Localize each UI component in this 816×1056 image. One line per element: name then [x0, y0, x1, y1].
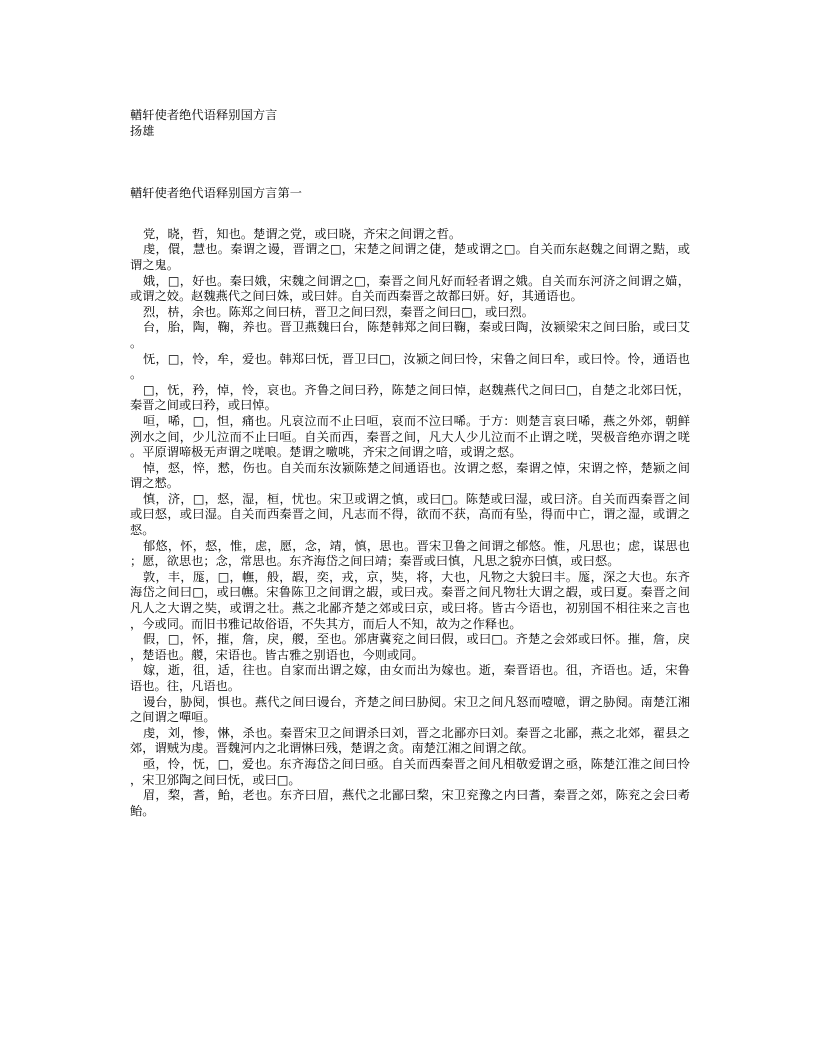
document-content — [130, 108, 690, 819]
dialect-entry: 台，胎，陶，鞠，养也。晋卫燕魏曰台，陈楚韩郑之间曰鞠，秦或曰陶，汝颍梁宋之间曰胎，或曰艾。 — [130, 320, 690, 350]
dialect-entry: 敦，丰，厖，□，幠，般，嘏，奕，戎，京，奘，将，大也，凡物之大貌曰丰。厖，深之大也。东齐海岱之间曰□，或曰幠。宋鲁陈卫之间谓之嘏，或曰戎。秦晋之间凡物壮大谓之嘏，或曰夏。秦晋之间凡人之大谓之奘，或谓之壮。燕之北鄙齐楚之郊或曰京，或曰将。皆古今语也，初别国不相往来之言也，今或同。而旧书雅记故俗语，不失其方，而后人不知，故为之作释也。 — [130, 569, 690, 631]
dialect-entry: 谩台，胁阋，惧也。燕代之间曰谩台，齐楚之间曰胁阋。宋卫之间凡怒而噎噫，谓之胁阋。南楚江湘之间谓之嘽咺。 — [130, 694, 690, 725]
dialect-entry: 咺，唏，□，怛，痛也。凡哀泣而不止曰咺，哀而不泣曰唏。于方：则楚言哀曰唏，燕之外郊，朝鲜洌水之间，少儿泣而不止曰咺。自关而西，秦晋之间，凡大人少儿泣而不止谓之唴，哭极音绝亦谓之唴。平原谓啼极无声谓之唴哴。楚谓之噭咷，齐宋之间谓之喑，或谓之惄。 — [130, 413, 690, 460]
document-author: 扬雄 — [130, 123, 155, 138]
dialect-entry: 眉，棃，耆，鲐，老也。东齐曰眉，燕代之北鄙曰棃，宋卫兖豫之内曰耆，秦晋之郊，陈兖之会曰耇鲐。 — [130, 788, 690, 818]
dialect-entry: 慎，济，□，惄，湿，桓，忧也。宋卫或谓之慎，或曰□。陈楚或曰湿，或曰济。自关而西秦晋之间或曰惄，或曰湿。自关而西秦晋之间，凡志而不得，欲而不获，高而有坠，得而中亡，谓之湿，或谓之惄。 — [130, 491, 690, 538]
dialect-entry: 虔，刘，惨，惏，杀也。秦晋宋卫之间谓杀曰刘，晋之北鄙亦曰刘。秦晋之北鄙，燕之北郊，翟县之郊，谓贼为虔。晋魏河内之北谓惏曰残，楚谓之贪。南楚江湘之间谓之欿。 — [130, 725, 690, 756]
dialect-entry: 嫁，逝，徂，适，往也。自家而出谓之嫁，由女而出为嫁也。逝，秦晋语也。徂，齐语也。适，宋鲁语也。往，凡语也。 — [130, 663, 690, 693]
dialect-entry: 悼，惄，悴，憖，伤也。自关而东汝颍陈楚之间通语也。汝谓之惄，秦谓之悼，宋谓之悴，楚颍之间谓之憖。 — [130, 460, 690, 491]
dialect-entry: 烈，枿，余也。陈郑之间曰枿，晋卫之间曰烈，秦晋之间曰□，或曰烈。 — [143, 304, 534, 319]
dialect-entry: 虔，儇，慧也。秦谓之谩，晋谓之□，宋楚之间谓之倢，楚或谓之□。自关而东赵魏之间谓之黠，或谓之鬼。 — [130, 242, 690, 272]
dialect-entry: 党，晓，哲，知也。楚谓之党，或曰晓，齐宋之间谓之哲。 — [143, 226, 462, 241]
section-spacer — [130, 202, 690, 227]
dialect-entry: 假，□，怀，摧，詹，戾，艐，至也。邠唐冀兖之间曰假，或曰□。齐楚之会郊或曰怀。摧，詹，戾，楚语也。艐，宋语也。皆古雅之别语也，今则或同。 — [130, 632, 690, 662]
dialect-entry-list — [130, 227, 690, 820]
title-spacer — [130, 139, 690, 186]
document-title: 輶轩使者绝代语释别国方言 — [130, 108, 278, 122]
section-title: 輶轩使者绝代语释别国方言第一 — [130, 186, 303, 201]
dialect-entry: 怃，□，怜，牟，爱也。韩郑曰怃，晋卫曰□，汝颍之间曰怜，宋鲁之间曰牟，或曰怜。怜，通语也。 — [130, 351, 690, 382]
dialect-entry: □，怃，矜，悼，怜，哀也。齐鲁之间曰矜，陈楚之间曰悼，赵魏燕代之间曰□，自楚之北郊曰怃，秦晋之间或曰矜，或曰悼。 — [130, 382, 690, 413]
dialect-entry: 亟，怜，怃，□，爱也。东齐海岱之间曰亟。自关而西秦晋之间凡相敬爱谓之亟，陈楚江淮之间曰怜，宋卫邠陶之间曰怃，或曰□。 — [130, 756, 690, 787]
dialect-entry: 郁悠，怀，惄，惟，虑，愿，念，靖，慎，思也。晋宋卫鲁之间谓之郁悠。惟，凡思也；虑，谋思也；愿，欲思也；念，常思也。东齐海岱之间曰靖；秦晋或曰慎，凡思之貌亦曰慎，或曰惄。 — [130, 538, 690, 569]
dialect-entry: 娥，□，好也。秦曰娥，宋魏之间谓之□，秦晋之间凡好而轻者谓之娥。自关而东河济之间谓之媌，或谓之姣。赵魏燕代之间曰姝，或曰妦。自关而西秦晋之故都曰妍。好，其通语也。 — [130, 273, 690, 304]
